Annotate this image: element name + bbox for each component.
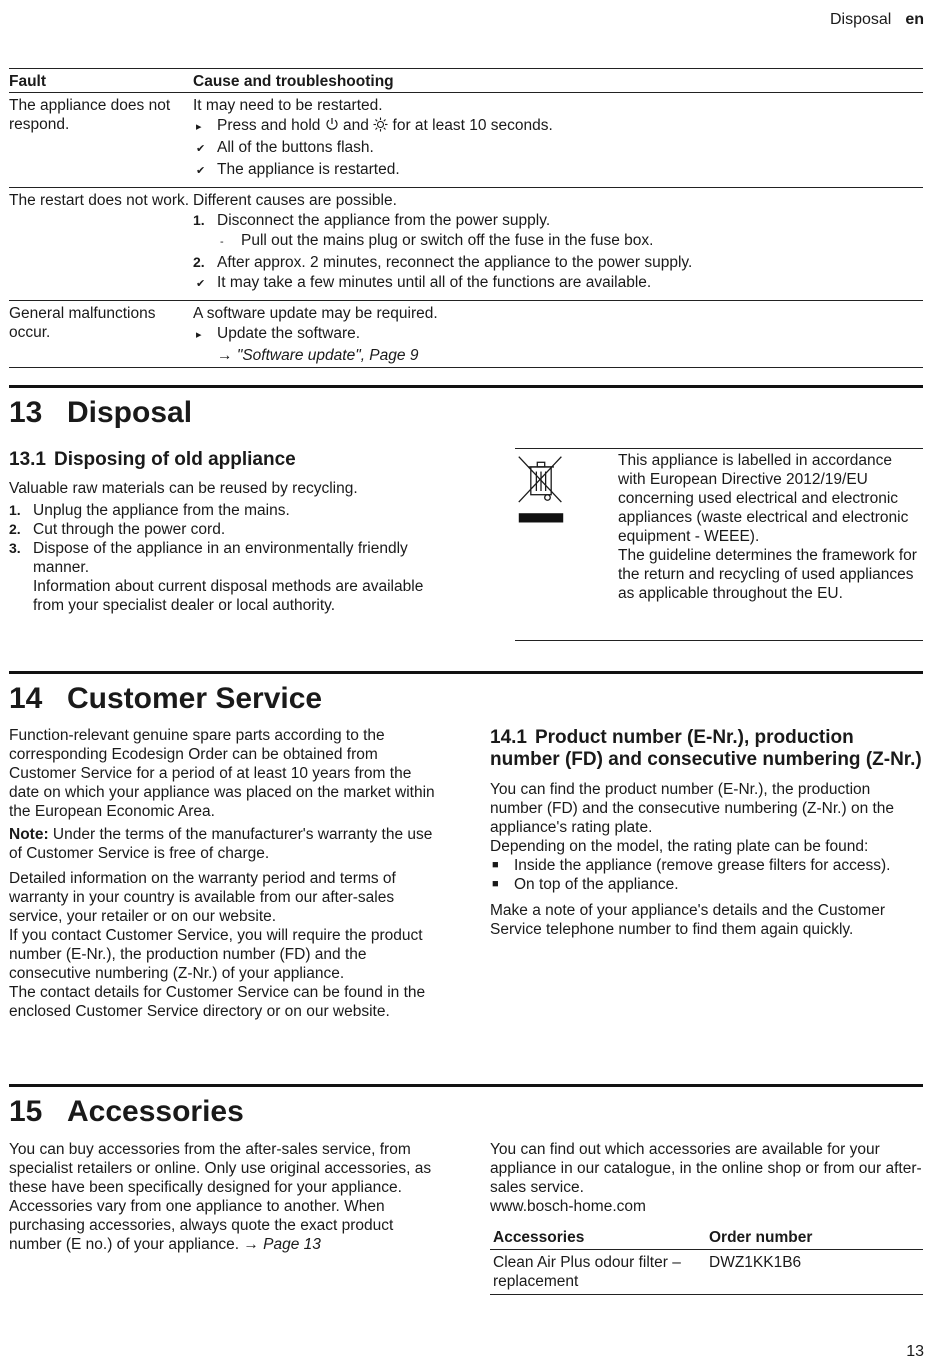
fault-cell: The restart does not work. <box>9 192 190 209</box>
power-icon <box>325 117 339 131</box>
page-number: 13 <box>906 1343 924 1360</box>
paragraph: Function-relevant genuine spare parts according to the corresponding Ecodesign Order can be obtained from Customer Service for a period of at least 10 years from the date on which your appliance was placed on the market within the European Economic Area. <box>9 727 435 820</box>
paragraph: You can find the product number (E-Nr.), the production number (FD) and the consecutive numbering (Z-Nr.) on the appliance's rating plate. <box>490 781 895 836</box>
light-icon <box>373 117 388 132</box>
table-row <box>9 93 923 188</box>
section-14-heading: 14 Customer Service <box>9 682 323 715</box>
result-line: ✔ It may take a few minutes until all of the functions are available. <box>193 273 923 294</box>
paragraph: Depending on the model, the rating plate can be found: <box>490 838 869 855</box>
weee-text: This appliance is labelled in accordance with European Directive 2012/19/EU concerning used electrical and electronic appliances (waste electrical and electronic equipment - WEEE). The guideline determines the framework for the return and recycling of used appliances as applicable throughout the EU. <box>618 452 917 602</box>
list-item: ■ Inside the appliance (remove grease filters for access). <box>492 857 891 874</box>
paragraph: You can buy accessories from the after-sales service, from specialist retailers or online. Only use original accessories, as these have been specifically designed for your appliance. <box>9 1141 432 1196</box>
running-header <box>830 10 924 29</box>
subsection-14-1-heading: 14.1 Product number (E-Nr.), production number (FD) and consecutive numbering (Z-Nr.) <box>490 727 922 770</box>
paragraph: If you contact Customer Service, you will require the product number (E-Nr.), the production number (FD) and the consecutive numbering (Z-Nr.) of your appliance. <box>9 927 423 982</box>
paragraph: You can find out which accessories are available for your appliance in our catalogue, in the online shop or from our after-sales service. <box>490 1141 922 1196</box>
note-label: Note: <box>9 826 49 843</box>
numbered-step: 2. Cut through the power cord. <box>9 521 226 538</box>
header-section: Disposal <box>829 11 892 28</box>
cause-intro: Different causes are possible. <box>193 192 397 209</box>
disposal-intro: Valuable raw materials can be reused by recycling. <box>9 480 358 497</box>
numbered-step: 3. Dispose of the appliance in an environmentally friendly manner. Information about current disposal methods are available from your specialist dealer or local authority. <box>9 540 424 614</box>
weee-notice-box <box>515 448 923 641</box>
customer-service-left-column <box>9 726 445 1021</box>
cause-cell <box>193 191 923 294</box>
arrow-bullet-icon: ▸ <box>196 121 202 133</box>
square-bullet-icon: ■ <box>492 859 499 871</box>
col-order-number: Order number <box>709 1229 813 1246</box>
accessories-right-column <box>490 1140 923 1216</box>
cause-intro: A software update may be required. <box>193 305 438 322</box>
arrow-bullet-icon: ▸ <box>196 329 202 341</box>
fault-table <box>9 68 923 368</box>
reference-link[interactable]: "Software update", Page 9 <box>236 347 419 364</box>
reference-arrow-icon: → <box>217 347 233 364</box>
sub-step: - Pull out the mains plug or switch off the fuse in the fuse box. <box>193 231 923 252</box>
reference-link[interactable]: Page 13 <box>263 1236 321 1253</box>
check-icon: ✔ <box>196 165 206 177</box>
check-icon: ✔ <box>196 278 206 290</box>
note: Note: Under the terms of the manufacturer's warranty the use of Customer Service is free of charge. <box>9 826 433 862</box>
cause-intro: It may need to be restarted. <box>193 97 383 114</box>
cause-cell <box>193 304 923 365</box>
table-row <box>9 188 923 301</box>
order-number: DWZ1KK1B6 <box>709 1254 802 1271</box>
section-13-heading: 13 Disposal <box>9 396 193 429</box>
table-row <box>9 301 923 368</box>
numbered-step: 1. Disconnect the appliance from the power supply. <box>193 212 551 229</box>
action-step: ▸ Press and hold and for at least 10 seconds. <box>193 116 923 137</box>
col-fault: Fault <box>9 73 47 90</box>
square-bullet-icon: ■ <box>492 878 499 890</box>
fault-cell: General malfunctions occur. <box>9 305 156 341</box>
numbered-step: 2. After approx. 2 minutes, reconnect the appliance to the power supply. <box>193 254 693 271</box>
result-line: ✔ All of the buttons flash. <box>193 138 923 159</box>
accessories-table-header <box>490 1228 923 1250</box>
paragraph: Make a note of your appliance's details and the Customer Service telephone number to find them again quickly. <box>490 902 885 938</box>
website-link[interactable]: www.bosch-home.com <box>490 1198 646 1215</box>
fault-cell: The appliance does not respond. <box>9 97 171 133</box>
reference-arrow-icon: → <box>243 1236 259 1253</box>
numbered-step: 1. Unplug the appliance from the mains. <box>9 502 290 519</box>
list-item: ■ On top of the appliance. <box>492 876 679 893</box>
section-rule <box>9 1084 923 1087</box>
col-accessories: Accessories <box>493 1229 585 1246</box>
table-row <box>490 1250 923 1295</box>
subsection-13-1-heading: 13.1 Disposing of old appliance <box>9 449 296 470</box>
paragraph: The contact details for Customer Service can be found in the enclosed Customer Service directory or on our website. <box>9 984 426 1020</box>
section-15-heading: 15 Accessories <box>9 1095 244 1128</box>
paragraph: Detailed information on the warranty period and terms of warranty in your country is available from our after-sales service, your retailer or on our website. <box>9 870 396 925</box>
action-step: ▸ Update the software. <box>193 324 923 345</box>
col-cause: Cause and troubleshooting <box>193 73 394 90</box>
accessory-name: Clean Air Plus odour filter – replacement <box>493 1254 681 1290</box>
header-lang: en <box>905 11 924 28</box>
customer-service-right-column <box>490 727 923 939</box>
accessories-table <box>490 1228 923 1295</box>
disposal-column <box>9 449 449 615</box>
section-rule <box>9 385 923 388</box>
cross-reference[interactable] <box>193 346 923 365</box>
result-line: ✔ The appliance is restarted. <box>193 160 923 181</box>
paragraph: Accessories vary from one appliance to another. When purchasing accessories, always quote the exact product number (E no.) of your appliance. → Page 13 <box>9 1198 394 1253</box>
accessories-left-column <box>9 1140 445 1254</box>
section-rule <box>9 671 923 674</box>
fault-table-header <box>9 69 923 93</box>
cause-cell <box>193 96 923 181</box>
dash-bullet: - <box>220 236 224 248</box>
check-icon: ✔ <box>196 143 206 155</box>
crossed-out-bin-icon <box>516 451 566 531</box>
